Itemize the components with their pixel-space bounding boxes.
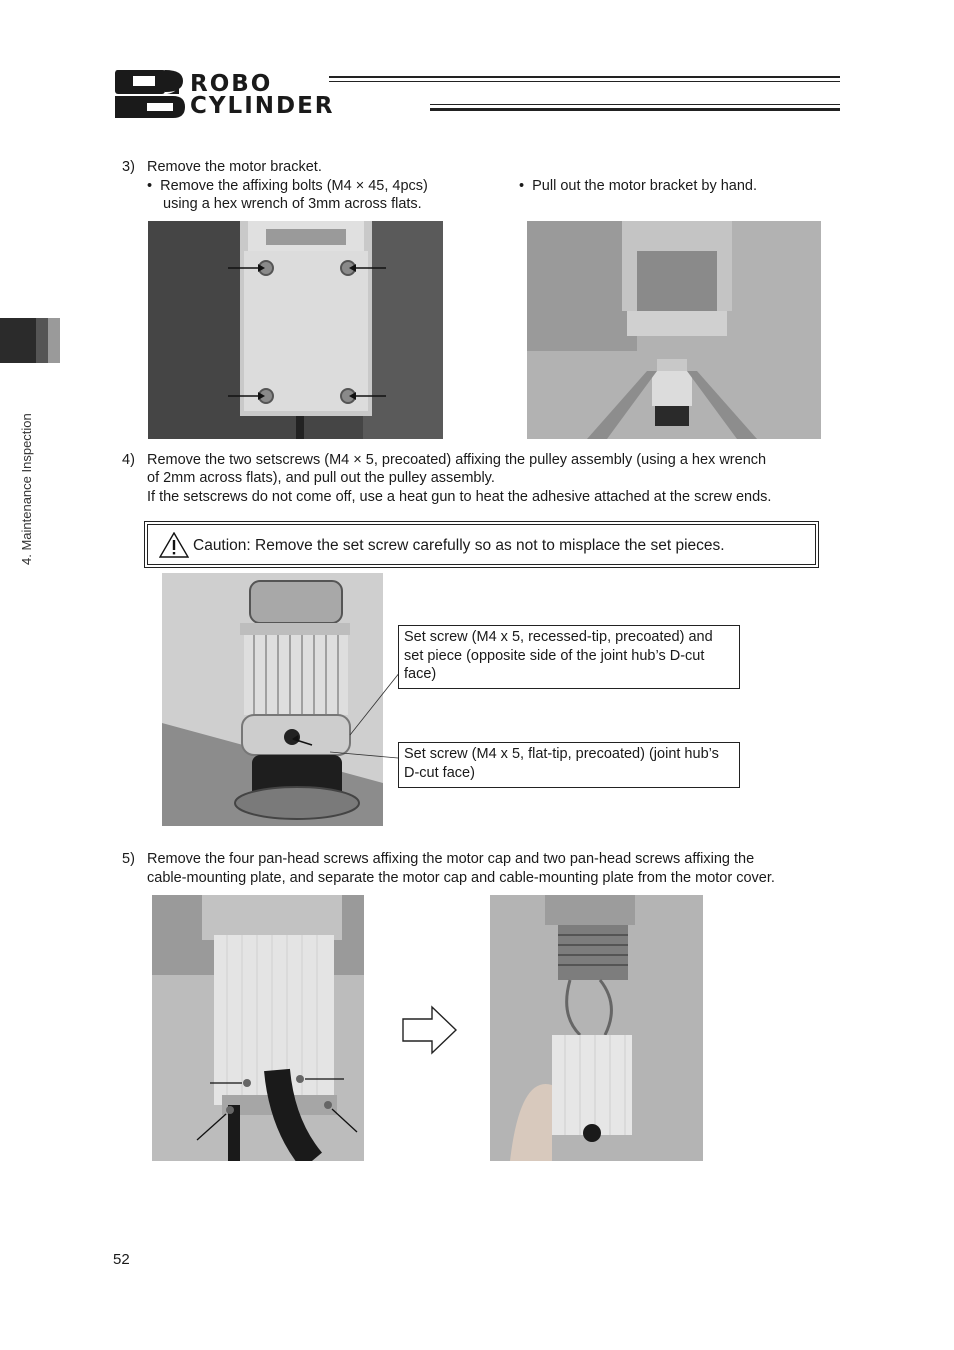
rc-logo	[113, 68, 185, 120]
header-rule-bottom	[430, 108, 840, 111]
photo-motor-cap-screws	[152, 895, 364, 1161]
chapter-tab	[0, 318, 60, 363]
step5-line2: cable-mounting plate, and separate the motor cap and cable-mounting plate from the motor cover.	[147, 870, 775, 886]
photo-pull-out-bracket	[527, 221, 821, 439]
step3-left-bullet-cont: using a hex wrench of 3mm across flats.	[163, 196, 422, 212]
step4-line3: If the setscrews do not come off, use a heat gun to heat the adhesive attached at the screw ends.	[147, 489, 772, 505]
logo-word-robo: ROBO	[190, 71, 273, 97]
header-rule-top-thin	[329, 81, 840, 82]
caution-text: Caution: Remove the set screw carefully so as not to misplace the set pieces.	[193, 537, 725, 554]
photo-motor-bracket-bolts	[148, 221, 443, 439]
header-rule-bottom-thin	[430, 104, 840, 105]
photo-separated-motor-cap	[490, 895, 703, 1161]
callout-recessed-setscrew: Set screw (M4 x 5, recessed-tip, precoated) and set piece (opposite side of the joint hub’s D-cut face)	[398, 625, 740, 689]
right-arrow-icon	[402, 1005, 458, 1055]
chapter-side-label: 4. Maintenance Inspection	[19, 413, 34, 565]
logo-word-cylinder: CYLINDER	[190, 93, 335, 119]
step5-line1: 5) Remove the four pan-head screws affixing the motor cap and two pan-head screws affixing the	[122, 851, 755, 867]
step3-left-bullet: • Remove the affixing bolts (M4 × 45, 4pcs)	[147, 178, 428, 194]
callout-flat-setscrew: Set screw (M4 x 5, flat-tip, precoated) (joint hub’s D-cut face)	[398, 742, 740, 788]
step3-title: 3) Remove the motor bracket.	[122, 159, 322, 175]
header-rule-top	[329, 76, 840, 78]
step4-line1: 4) Remove the two setscrews (M4 × 5, precoated) affixing the pulley assembly (using a hex wrench	[122, 452, 767, 468]
warning-icon	[159, 532, 189, 558]
page-number: 52	[113, 1251, 130, 1268]
step3-right-bullet: • Pull out the motor bracket by hand.	[519, 178, 758, 194]
step4-line2: of 2mm across flats), and pull out the pulley assembly.	[147, 470, 495, 486]
